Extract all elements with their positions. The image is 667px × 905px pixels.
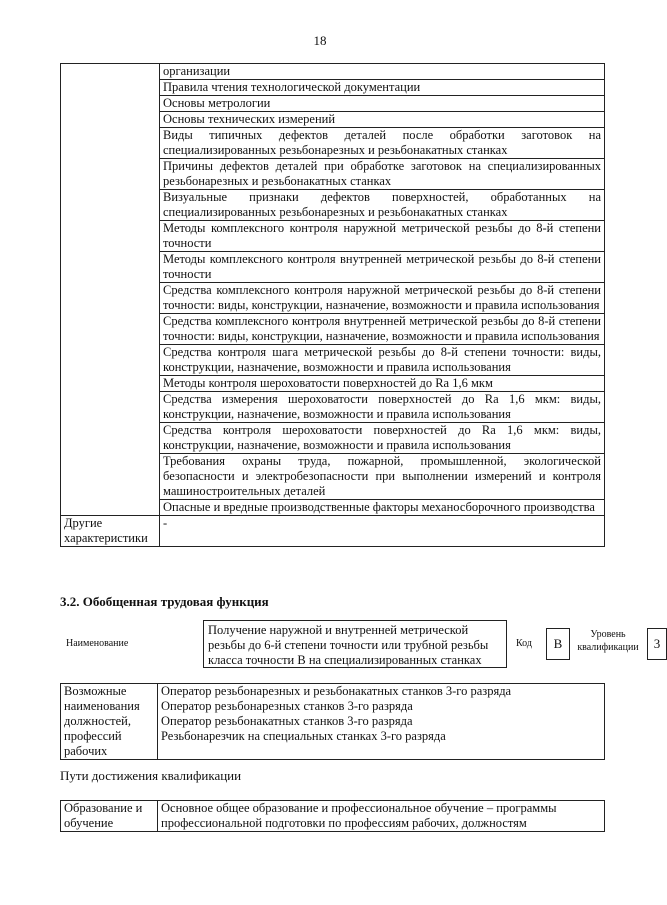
table-row — [61, 801, 605, 832]
name-value: Получение наружной и внутренней метрической резьбы до 6-й степени точности или трубной резьбы класса точности В на специализированных станках — [203, 620, 507, 668]
table-cell: Опасные и вредные производственные факторы механосборочного производства — [160, 500, 605, 516]
paths-title: Пути достижения квалификации — [60, 768, 242, 783]
table-cell: организации — [160, 64, 605, 80]
education-value: Основное общее образование и профессиональное обучение – программы профессиональной подготовки по профессиям рабочих, должностям — [158, 801, 605, 832]
name-label: Наименование — [66, 638, 129, 649]
table-label-cell-empty — [61, 64, 160, 516]
list-item: Резьбонарезчик на специальных станках 3-го разряда — [161, 729, 446, 743]
table-cell: Средства измерения шероховатости поверхностей до Ra 1,6 мкм: виды, конструкции, назначение, возможности и правила использования — [160, 392, 605, 423]
table-row — [61, 516, 605, 547]
code-value: В — [546, 628, 570, 660]
other-characteristics-label: Другие характеристики — [61, 516, 160, 547]
education-table — [60, 800, 605, 832]
table-cell: Правила чтения технологической документации — [160, 80, 605, 96]
table-cell: Методы контроля шероховатости поверхностей до Ra 1,6 мкм — [160, 376, 605, 392]
table-cell: Основы технических измерений — [160, 112, 605, 128]
knowledge-table — [60, 63, 605, 547]
list-item: Оператор резьбонакатных станков 3-го разряда — [161, 714, 413, 728]
table-cell: Методы комплексного контроля наружной метрической резьбы до 8-й степени точности — [160, 221, 605, 252]
table-cell: Требования охраны труда, пожарной, промышленной, экологической безопасности и электробезопасности при выполнении измерений и контроля машиностроительных деталей — [160, 454, 605, 500]
table-cell: Визуальные признаки дефектов поверхностей, обработанных на специализированных резьбонарезных и резьбонакатных станках — [160, 190, 605, 221]
other-characteristics-value: - — [160, 516, 605, 547]
function-name-block — [60, 620, 661, 670]
positions-table — [60, 683, 605, 760]
table-row — [61, 684, 605, 760]
page-number: 18 — [313, 33, 327, 48]
list-item: Оператор резьбонарезных станков 3-го разряда — [161, 699, 413, 713]
table-cell: Основы метрологии — [160, 96, 605, 112]
table-cell: Средства контроля шероховатости поверхностей до Ra 1,6 мкм: виды, конструкции, назначение, возможности и правила использования — [160, 423, 605, 454]
education-label: Образование и обучение — [61, 801, 158, 832]
table-cell: Средства комплексного контроля наружной метрической резьбы до 8-й степени точности: виды, конструкции, назначение, возможности и правила использования — [160, 283, 605, 314]
level-value: 3 — [647, 628, 667, 660]
level-label: Уровень квалификации — [577, 629, 639, 653]
table-row — [61, 64, 605, 80]
table-cell: Причины дефектов деталей при обработке заготовок на специализированных резьбонарезных и резьбонакатных станках — [160, 159, 605, 190]
list-item: Оператор резьбонарезных и резьбонакатных станков 3-го разряда — [161, 684, 512, 698]
positions-label: Возможные наименования должностей, профессий рабочих — [61, 684, 158, 760]
table-cell: Средства комплексного контроля внутренней метрической резьбы до 8-й степени точности: виды, конструкции, назначение, возможности и правила использования — [160, 314, 605, 345]
code-label: Код — [516, 638, 532, 649]
section-title: 3.2. Обобщенная трудовая функция — [60, 594, 269, 609]
table-cell: Виды типичных дефектов деталей после обработки заготовок на специализированных резьбонарезных и резьбонакатных станках — [160, 128, 605, 159]
table-cell: Средства контроля шага метрической резьбы до 8-й степени точности: виды, конструкции, назначение, возможности и правила использования — [160, 345, 605, 376]
table-cell: Методы комплексного контроля внутренней метрической резьбы до 8-й степени точности — [160, 252, 605, 283]
positions-list — [158, 684, 605, 760]
